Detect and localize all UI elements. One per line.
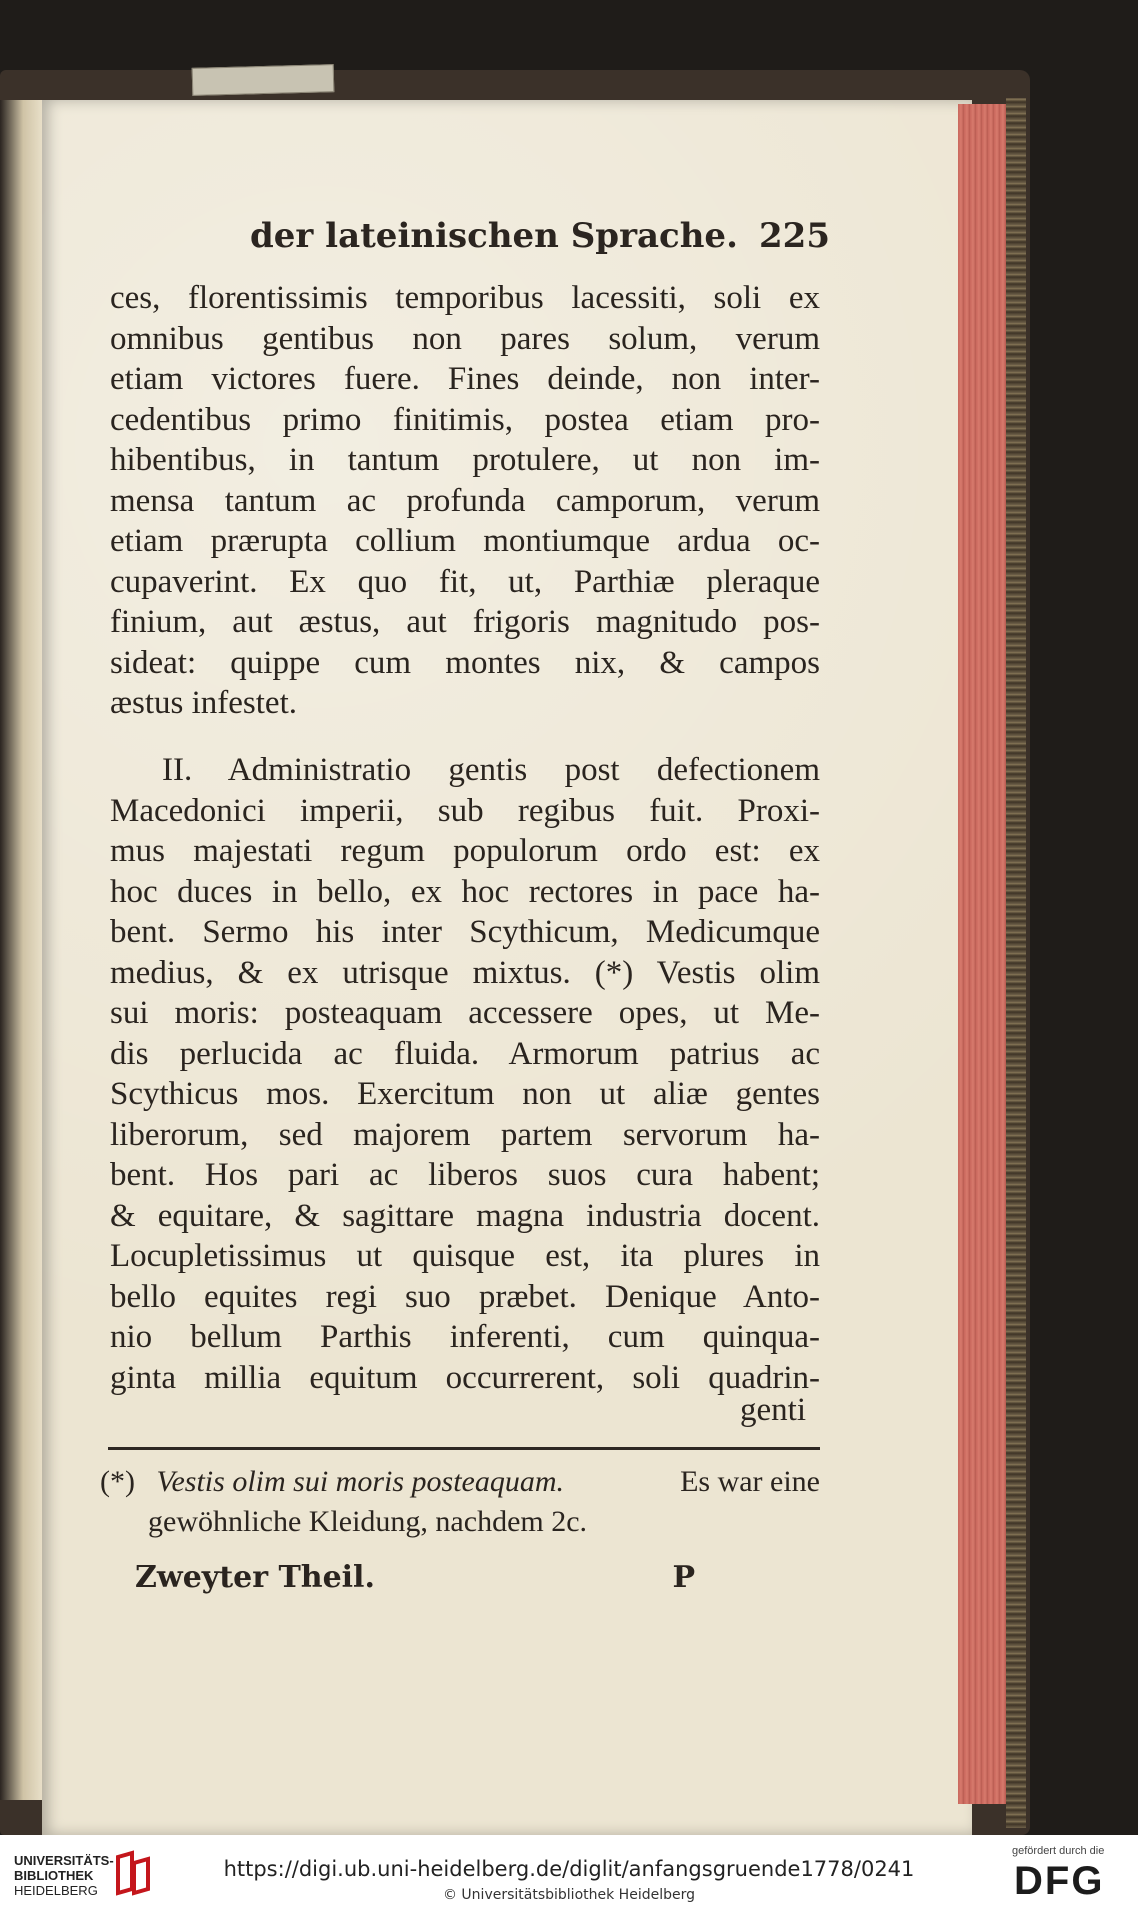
funding-label: gefördert durch die <box>1012 1845 1105 1857</box>
text-line: & equitare, & sagittare magna industria docent. <box>110 1197 820 1234</box>
text-line: hibentibus, in tantum protulere, ut non im- <box>110 442 820 478</box>
footnote-latin-group <box>100 1462 564 1502</box>
copyright-notice: © Universitätsbibliothek Heidelberg <box>442 1887 695 1903</box>
cover-edge <box>1006 98 1026 1828</box>
red-page-edges <box>958 104 1006 1804</box>
text-line: Locupletissimus ut quisque est, ita plures in <box>110 1238 820 1274</box>
paragraph-1 <box>110 278 820 724</box>
signature-line <box>135 1560 695 1595</box>
footnote-rule <box>108 1447 820 1450</box>
text-line: sideat: quippe cum montes nix, & campos <box>110 644 820 681</box>
page-number: 225 <box>759 216 830 256</box>
library-name-line: UNIVERSITÄTS- <box>14 1853 114 1868</box>
footnote <box>100 1462 820 1542</box>
footnote-latin: Vestis olim sui moris posteaquam. <box>156 1465 565 1498</box>
left-page-edge <box>0 100 42 1800</box>
text-line: Scythicus mos. Exercitum non ut aliæ gentes <box>110 1076 820 1112</box>
footnote-german-1: Es war eine <box>680 1465 820 1498</box>
text-line: nio bellum Parthis inferenti, cum quinqua- <box>110 1319 820 1355</box>
signature-volume: Zweyter Theil. <box>135 1560 375 1595</box>
text-line: sui moris: posteaquam accessere opes, ut Me- <box>110 995 820 1031</box>
text-line: omnibus gentibus non pares solum, verum <box>110 320 820 357</box>
text-line: mus majestati regum populorum ordo est: ex <box>110 833 820 869</box>
text-line: etiam victores fuere. Fines deinde, non inter- <box>110 361 820 397</box>
footnote-line-1 <box>100 1462 820 1502</box>
text-line: æstus infestet. <box>110 685 297 721</box>
text-line: etiam prærupta collium montiumque ardua oc- <box>110 523 820 559</box>
catchword: genti <box>740 1392 806 1428</box>
footnote-german-2: gewöhnliche Kleidung, nachdem 2c. <box>148 1505 588 1538</box>
text-line: Macedonici imperii, sub regibus fuit. Proxi- <box>110 792 820 829</box>
permalink-url[interactable]: https://digi.ub.uni-heidelberg.de/diglit/anfangsgruende1778/0241 <box>223 1857 915 1881</box>
text-line: bent. Sermo his inter Scythicum, Medicumque <box>110 914 820 950</box>
text-line: finium, aut æstus, aut frigoris magnitudo pos- <box>110 604 820 640</box>
text-line: ces, florentissimis temporibus lacessiti, soli ex <box>110 280 820 316</box>
text-line: mensa tantum ac profunda camporum, verum <box>110 482 820 519</box>
library-name-line: BIBLIOTHEK <box>14 1868 94 1883</box>
text-line: liberorum, sed majorem partem servorum ha- <box>110 1116 820 1153</box>
text-line: cedentibus primo finitimis, postea etiam pro- <box>110 401 820 438</box>
text-line: cupaverint. Ex quo fit, ut, Parthiæ pleraque <box>110 563 820 600</box>
text-line: dis perlucida ac fluida. Armorum patrius ac <box>110 1035 820 1072</box>
footer-bar <box>0 1835 1138 1913</box>
text-line: medius, & ex utrisque mixtus. (*) Vestis olim <box>110 954 820 991</box>
footnote-marker: (*) <box>100 1465 135 1498</box>
library-name-line: HEIDELBERG <box>14 1883 98 1898</box>
text-line: II. Administratio gentis post defectionem <box>162 752 820 788</box>
text-line: ginta millia equitum occurrerent, soli quadrin- <box>110 1359 820 1396</box>
text-line: hoc duces in bello, ex hoc rectores in pace ha- <box>110 873 820 910</box>
text-line: bello equites regi suo præbet. Denique Anto- <box>110 1278 820 1315</box>
running-head-title: der lateinischen Sprache. <box>250 216 738 256</box>
signature-mark: P <box>672 1560 695 1595</box>
dfg-logo[interactable]: DFG <box>1014 1859 1105 1903</box>
text-line: bent. Hos pari ac liberos suos cura habent; <box>110 1157 820 1193</box>
running-head <box>250 216 830 256</box>
shelf-label <box>192 64 335 96</box>
paragraph-2 <box>110 750 820 1398</box>
